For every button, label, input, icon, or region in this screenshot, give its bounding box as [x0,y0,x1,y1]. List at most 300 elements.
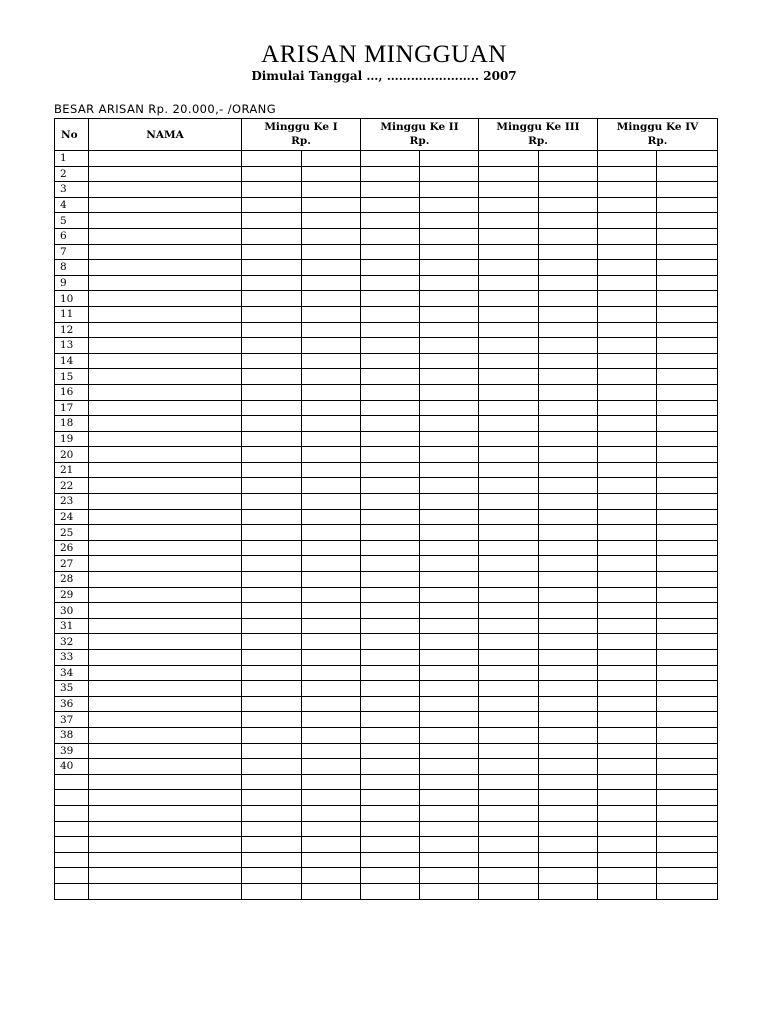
name-cell [89,228,242,244]
row-number: 15 [55,369,89,385]
payment-cell [657,151,718,167]
payment-cell [361,306,420,322]
payment-cell [242,681,302,697]
payment-cell [361,556,420,572]
payment-cell [598,696,657,712]
table-row [55,727,718,743]
payment-cell [361,868,420,884]
payment-cell [302,727,361,743]
payment-cell [302,743,361,759]
payment-cell [242,790,302,806]
payment-cell [657,353,718,369]
payment-cell [361,244,420,260]
payment-cell [598,618,657,634]
header-no: No [55,119,89,151]
table-row [55,151,718,167]
payment-cell [242,712,302,728]
payment-cell [242,727,302,743]
payment-cell [420,462,479,478]
payment-cell [657,556,718,572]
payment-cell [242,182,302,198]
row-number: 17 [55,400,89,416]
table-row [55,447,718,463]
payment-cell [598,509,657,525]
row-number: 14 [55,353,89,369]
row-number: 20 [55,447,89,463]
payment-cell [657,338,718,354]
payment-cell [420,478,479,494]
table-row [55,400,718,416]
payment-cell [598,478,657,494]
name-cell [89,275,242,291]
header-week-3 [479,119,598,151]
payment-cell [242,338,302,354]
table-row [55,197,718,213]
name-cell [89,837,242,853]
payment-cell [598,166,657,182]
payment-cell [657,837,718,853]
payment-cell [302,509,361,525]
payment-cell [598,384,657,400]
payment-cell [539,384,598,400]
payment-cell [479,618,539,634]
payment-cell [302,213,361,229]
payment-cell [657,743,718,759]
payment-cell [302,166,361,182]
payment-cell [361,478,420,494]
payment-cell [420,369,479,385]
name-cell [89,743,242,759]
payment-cell [420,447,479,463]
payment-cell [420,400,479,416]
payment-cell [657,634,718,650]
row-number: 8 [55,260,89,276]
payment-cell [361,525,420,541]
payment-cell [479,244,539,260]
name-cell [89,883,242,899]
name-cell [89,540,242,556]
payment-cell [242,400,302,416]
payment-cell [420,868,479,884]
payment-cell [539,743,598,759]
payment-cell [302,681,361,697]
payment-cell [302,462,361,478]
row-number: 37 [55,712,89,728]
payment-cell [420,556,479,572]
payment-cell [302,228,361,244]
payment-cell [361,166,420,182]
payment-cell [361,260,420,276]
payment-cell [598,790,657,806]
row-number: 34 [55,665,89,681]
payment-cell [479,634,539,650]
payment-cell [657,166,718,182]
payment-cell [361,821,420,837]
payment-cell [302,852,361,868]
payment-cell [657,587,718,603]
payment-cell [420,182,479,198]
payment-cell [598,727,657,743]
payment-cell [598,151,657,167]
payment-cell [598,525,657,541]
arisan-table [54,118,718,900]
payment-cell [598,650,657,666]
payment-cell [539,759,598,775]
table-row [55,556,718,572]
row-number: 24 [55,509,89,525]
payment-cell [539,338,598,354]
row-number: 28 [55,572,89,588]
row-number: 10 [55,291,89,307]
payment-cell [598,821,657,837]
payment-cell [539,525,598,541]
payment-cell [479,665,539,681]
payment-cell [420,416,479,432]
payment-cell [361,837,420,853]
row-number: 7 [55,244,89,260]
name-cell [89,244,242,260]
row-number [55,837,89,853]
payment-cell [302,182,361,198]
payment-cell [361,650,420,666]
payment-cell [598,665,657,681]
payment-cell [302,712,361,728]
payment-cell [242,431,302,447]
table-row [55,384,718,400]
payment-cell [420,650,479,666]
payment-cell [242,618,302,634]
payment-cell [539,540,598,556]
payment-cell [539,650,598,666]
row-number: 27 [55,556,89,572]
payment-cell [361,431,420,447]
payment-cell [361,275,420,291]
payment-cell [598,837,657,853]
payment-cell [598,634,657,650]
payment-cell [420,166,479,182]
payment-cell [420,353,479,369]
table-row [55,166,718,182]
payment-cell [479,260,539,276]
payment-cell [242,291,302,307]
table-row [55,883,718,899]
header-week-4 [598,119,718,151]
name-cell [89,696,242,712]
payment-cell [598,213,657,229]
payment-cell [479,852,539,868]
payment-cell [479,275,539,291]
payment-cell [420,244,479,260]
payment-cell [479,400,539,416]
payment-cell [657,805,718,821]
payment-cell [242,166,302,182]
payment-cell [361,384,420,400]
payment-cell [302,525,361,541]
name-cell [89,447,242,463]
payment-cell [361,618,420,634]
payment-cell [657,618,718,634]
payment-cell [479,759,539,775]
payment-cell [539,431,598,447]
row-number: 9 [55,275,89,291]
payment-cell [479,727,539,743]
payment-cell [657,540,718,556]
payment-cell [420,603,479,619]
payment-cell [657,790,718,806]
name-cell [89,727,242,743]
payment-cell [598,603,657,619]
payment-cell [539,400,598,416]
name-cell [89,462,242,478]
payment-cell [598,353,657,369]
payment-cell [539,447,598,463]
payment-cell [539,883,598,899]
name-cell [89,322,242,338]
name-cell [89,197,242,213]
payment-cell [479,821,539,837]
payment-cell [242,151,302,167]
payment-cell [242,634,302,650]
payment-cell [598,883,657,899]
payment-cell [598,587,657,603]
table-row [55,837,718,853]
payment-cell [242,478,302,494]
name-cell [89,213,242,229]
payment-cell [479,182,539,198]
payment-cell [657,322,718,338]
payment-cell [361,322,420,338]
payment-cell [302,790,361,806]
payment-cell [420,213,479,229]
row-number: 12 [55,322,89,338]
payment-cell [657,182,718,198]
payment-cell [539,291,598,307]
table-row [55,805,718,821]
table-row [55,712,718,728]
table-row [55,868,718,884]
payment-cell [302,338,361,354]
payment-cell [539,837,598,853]
payment-cell [242,244,302,260]
payment-cell [420,634,479,650]
payment-cell [242,353,302,369]
table-row [55,634,718,650]
payment-cell [361,228,420,244]
payment-cell [598,322,657,338]
payment-cell [657,525,718,541]
payment-cell [361,774,420,790]
name-cell [89,805,242,821]
payment-cell [479,166,539,182]
payment-cell [242,197,302,213]
payment-cell [420,712,479,728]
payment-cell [539,821,598,837]
table-row [55,431,718,447]
payment-cell [242,603,302,619]
payment-cell [539,556,598,572]
table-row [55,306,718,322]
row-number: 32 [55,634,89,650]
table-row [55,260,718,276]
payment-cell [242,696,302,712]
payment-cell [361,852,420,868]
payment-cell [539,774,598,790]
payment-cell [539,587,598,603]
payment-cell [302,759,361,775]
payment-cell [361,805,420,821]
payment-cell [539,228,598,244]
payment-cell [361,400,420,416]
name-cell [89,478,242,494]
payment-cell [420,494,479,510]
row-number: 13 [55,338,89,354]
payment-cell [420,883,479,899]
payment-cell [479,883,539,899]
payment-cell [598,759,657,775]
table-row [55,665,718,681]
payment-cell [657,447,718,463]
payment-cell [657,509,718,525]
payment-cell [539,260,598,276]
payment-cell [479,509,539,525]
payment-cell [657,306,718,322]
payment-cell [420,228,479,244]
table-row [55,322,718,338]
table-row [55,369,718,385]
payment-cell [302,587,361,603]
name-cell [89,852,242,868]
payment-cell [420,837,479,853]
table-row [55,759,718,775]
payment-cell [479,213,539,229]
payment-cell [479,197,539,213]
payment-cell [242,572,302,588]
payment-cell [302,696,361,712]
payment-cell [420,821,479,837]
payment-cell [242,759,302,775]
payment-cell [479,540,539,556]
payment-cell [302,868,361,884]
name-cell [89,509,242,525]
payment-cell [598,431,657,447]
payment-cell [361,603,420,619]
row-number: 33 [55,650,89,666]
payment-cell [242,306,302,322]
payment-cell [242,384,302,400]
name-cell [89,618,242,634]
payment-cell [361,727,420,743]
payment-cell [302,275,361,291]
table-row [55,182,718,198]
payment-cell [420,790,479,806]
table-row [55,213,718,229]
name-cell [89,182,242,198]
payment-cell [657,431,718,447]
table-row [55,338,718,354]
payment-cell [657,260,718,276]
payment-cell [479,353,539,369]
row-number: 6 [55,228,89,244]
payment-cell [598,291,657,307]
row-number: 18 [55,416,89,432]
payment-cell [598,306,657,322]
payment-cell [598,540,657,556]
payment-cell [539,151,598,167]
payment-cell [420,197,479,213]
name-cell [89,260,242,276]
payment-cell [302,805,361,821]
payment-cell [479,837,539,853]
table-row [55,618,718,634]
header-nama: NAMA [89,119,242,151]
payment-cell [361,338,420,354]
payment-cell [598,743,657,759]
payment-cell [539,494,598,510]
payment-cell [657,400,718,416]
payment-cell [361,353,420,369]
row-number [55,852,89,868]
contribution-amount: BESAR ARISAN Rp. 20.000,- /ORANG [54,102,277,116]
payment-cell [361,182,420,198]
payment-cell [302,416,361,432]
payment-cell [598,275,657,291]
payment-cell [242,494,302,510]
name-cell [89,400,242,416]
payment-cell [302,322,361,338]
payment-cell [479,228,539,244]
payment-cell [479,712,539,728]
payment-cell [302,384,361,400]
payment-cell [361,759,420,775]
payment-cell [657,275,718,291]
table-row [55,696,718,712]
payment-cell [242,665,302,681]
payment-cell [420,852,479,868]
table-row [55,462,718,478]
payment-cell [420,696,479,712]
payment-cell [479,572,539,588]
payment-cell [539,681,598,697]
name-cell [89,338,242,354]
payment-cell [361,416,420,432]
payment-cell [598,462,657,478]
start-date-line: Dimulai Tanggal …, ………………….. 2007 [251,69,517,83]
payment-cell [598,572,657,588]
payment-cell [657,665,718,681]
payment-cell [242,462,302,478]
name-cell [89,384,242,400]
table-row [55,525,718,541]
row-number: 3 [55,182,89,198]
payment-cell [479,384,539,400]
payment-cell [361,462,420,478]
payment-cell [598,494,657,510]
name-cell [89,494,242,510]
table-row [55,540,718,556]
payment-cell [539,634,598,650]
payment-cell [479,431,539,447]
header-week-1-label: Minggu Ke I [264,121,338,133]
payment-cell [598,556,657,572]
payment-cell [539,244,598,260]
name-cell [89,821,242,837]
name-cell [89,774,242,790]
payment-cell [479,603,539,619]
payment-cell [598,416,657,432]
payment-cell [242,275,302,291]
payment-cell [420,743,479,759]
payment-cell [361,743,420,759]
